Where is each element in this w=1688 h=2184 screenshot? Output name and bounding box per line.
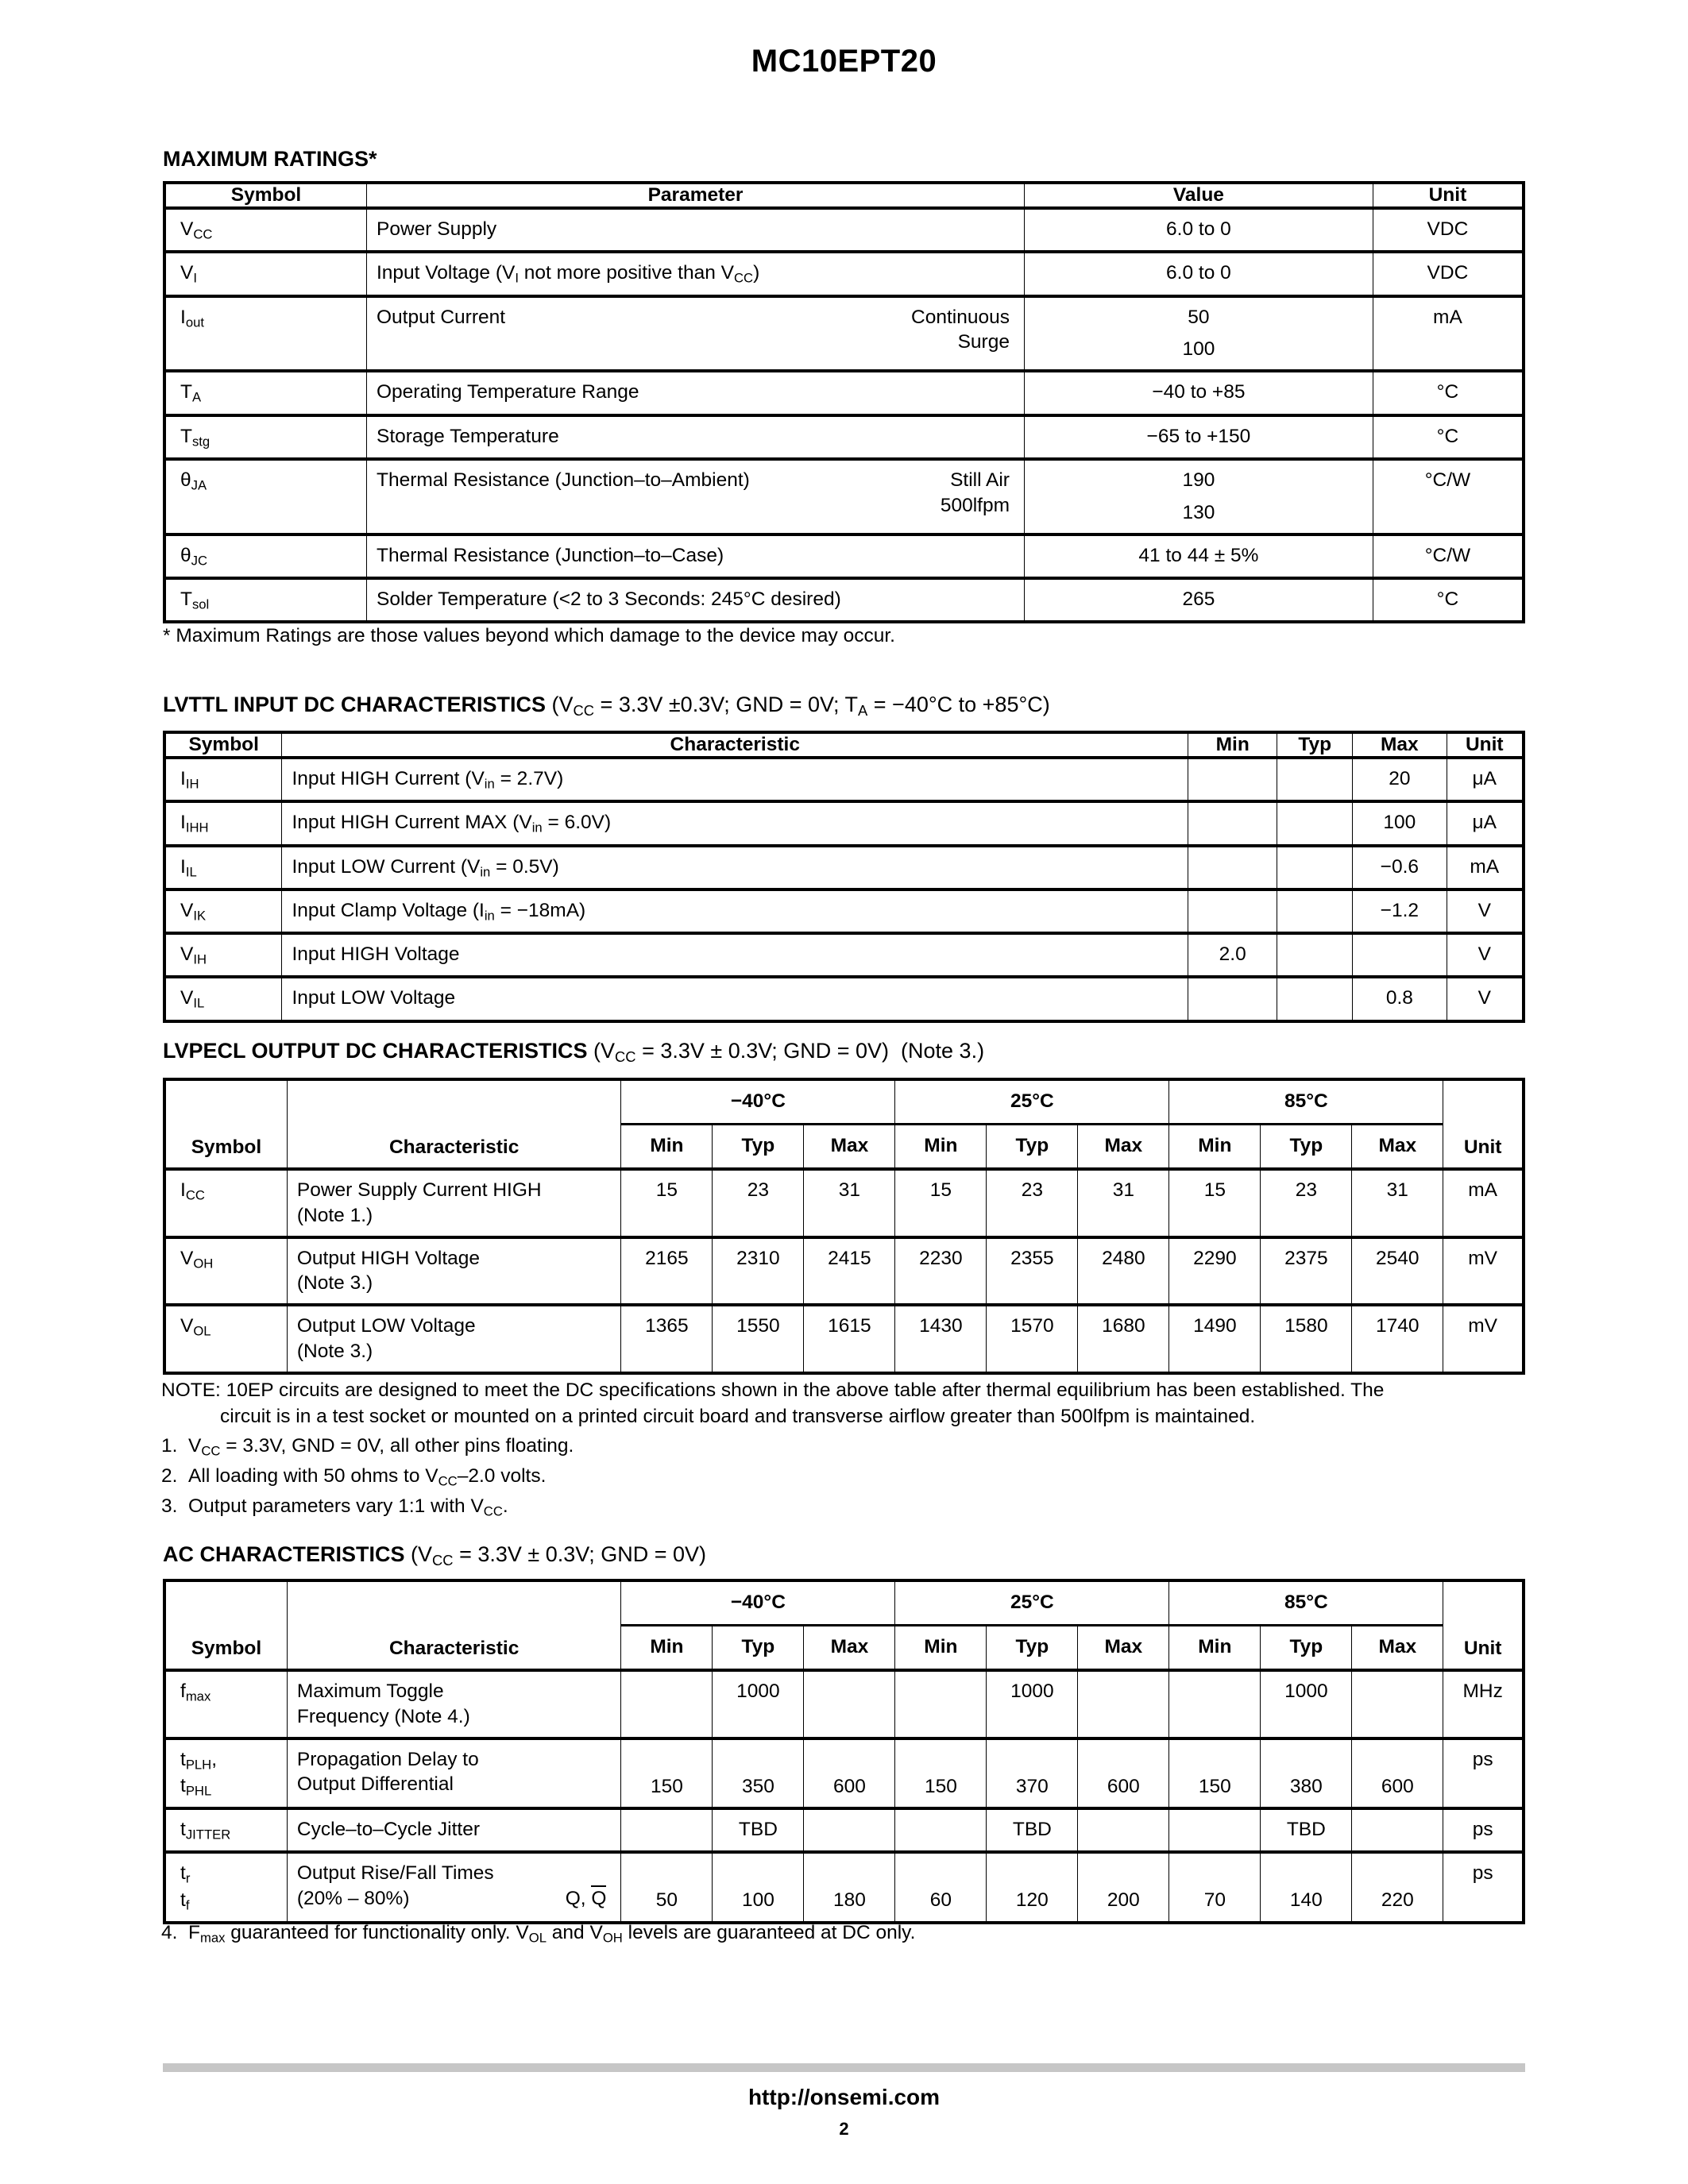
col-header-symbol: Symbol [164, 183, 367, 208]
table-header-row [164, 183, 1524, 208]
row-characteristic-line2: Output Differential [296, 1773, 454, 1796]
col-header-temp-85: 85°C [1169, 1079, 1443, 1124]
row-unit: MHz [1462, 1680, 1503, 1702]
row-unit: ps [1472, 1819, 1493, 1841]
row-value [1169, 1810, 1260, 1824]
row-value: 120 [1015, 1889, 1049, 1912]
row-value: 1580 [1284, 1315, 1328, 1337]
row-value: 1615 [828, 1315, 871, 1337]
row-symbol: $T_{stg}$ [180, 425, 211, 450]
row-value-1: 50 [1188, 306, 1210, 328]
row-value: 6.0 to 0 [1166, 262, 1231, 284]
row-value [1078, 1672, 1168, 1686]
table-header-row [164, 732, 1524, 758]
lvpecl-note-line1: NOTE: 10EP circuits are designed to meet the DC specifications shown in the above table after thermal equilibrium has been established. The [161, 1379, 1385, 1401]
row-symbol: $I_{IL}$ [180, 855, 197, 880]
row-parameter: Input Voltage ($V_I$ not more positive than $V_{CC}$) [377, 262, 760, 286]
row-value: 31 [838, 1179, 861, 1201]
row-symbol: $f_{max}$ [180, 1680, 211, 1704]
col-header-min-85: Min [1169, 1625, 1261, 1669]
col-header-min: Min [1188, 732, 1277, 758]
row-value: 600 [1381, 1775, 1414, 1797]
row-symbol: $V_{IK}$ [180, 899, 207, 924]
row-unit: °C/W [1424, 544, 1471, 566]
row-unit: mA [1470, 855, 1500, 878]
col-header-max: Max [1353, 732, 1447, 758]
row-symbol: $\theta_{JA}$ [180, 469, 207, 493]
row-value: 1490 [1193, 1315, 1237, 1337]
col-header-max-m40: Max [804, 1625, 895, 1669]
row-value-1: 190 [1182, 469, 1215, 491]
row-characteristic: Input HIGH Current MAX $(V_{in} = 6.0V)$ [292, 812, 612, 835]
table-row [164, 578, 1524, 622]
row-unit: °C [1436, 588, 1459, 610]
row-unit: °C/W [1424, 469, 1471, 491]
row-unit: VDC [1427, 262, 1469, 284]
col-header-min-m40: Min [621, 1625, 713, 1669]
col-header-max-25: Max [1078, 1124, 1169, 1168]
row-characteristic: Input Clamp Voltage $(I_{in} = -18mA)$ [292, 899, 586, 924]
row-value: 60 [929, 1889, 952, 1912]
row-symbol: $t_{JITTER}$ [180, 1819, 231, 1843]
row-unit: ps [1472, 1748, 1493, 1770]
table-row [164, 1670, 1524, 1738]
row-value: 1000 [1284, 1680, 1328, 1702]
row-value: 2230 [919, 1247, 963, 1269]
row-value: TBD [1286, 1819, 1326, 1841]
row-unit: °C [1436, 425, 1459, 447]
row-parameter-label: Output Current [377, 306, 506, 328]
lvttl-heading-text: LVTTL INPUT DC CHARACTERISTICS [163, 693, 546, 716]
lvpecl-heading-condition: ($V_{CC} = 3.3V \pm 0.3V$; GND = 0V) (Note 3.) [587, 1039, 985, 1066]
table-row [164, 1169, 1524, 1237]
col-header-typ-85: Typ [1261, 1625, 1352, 1669]
footer-page-number: 2 [839, 2119, 849, 2139]
row-value [804, 1672, 894, 1686]
row-parameter [367, 298, 1024, 363]
row-typ [1277, 803, 1352, 817]
lvpecl-heading-text: LVPECL OUTPUT DC CHARACTERISTICS [163, 1039, 588, 1063]
table-row [164, 252, 1524, 295]
row-value: 50 [655, 1889, 678, 1912]
lvpecl-note-2: 2. All loading with 50 ohms to $V_{CC}-2.0$ volts. [161, 1465, 547, 1489]
row-characteristic [288, 1171, 621, 1236]
row-characteristic-line2-text: (20% – 80%) [296, 1888, 410, 1910]
ac-heading-text: AC CHARACTERISTICS [163, 1542, 405, 1566]
row-max: 20 [1389, 768, 1411, 789]
row-parameter-label: Thermal Resistance (Junction–to–Ambient) [377, 469, 750, 491]
row-value: 2165 [645, 1247, 689, 1269]
lvttl-heading-condition: ($V_{CC} = 3.3V \pm 0.3V$; GND = 0V; $T_A = -40^\circ C$ to +85°C) [546, 693, 1050, 720]
col-header-characteristic: Characteristic [388, 1638, 520, 1659]
row-value: 1000 [736, 1680, 780, 1702]
row-max: −1.2 [1380, 899, 1420, 921]
row-unit: VDC [1427, 218, 1469, 240]
row-value: 1000 [1010, 1680, 1054, 1702]
row-characteristic-line1: Power Supply Current HIGH [296, 1179, 542, 1201]
col-header-symbol: Symbol [191, 1638, 262, 1659]
col-header-parameter: Parameter [367, 183, 1025, 208]
table-row [164, 296, 1524, 372]
ac-heading [163, 1542, 706, 1569]
col-header-typ-m40: Typ [713, 1625, 804, 1669]
row-max [1353, 935, 1446, 949]
row-typ [1277, 978, 1352, 993]
row-characteristic [288, 1854, 621, 1919]
table-row [164, 933, 1524, 977]
row-unit: ps [1472, 1862, 1493, 1885]
max-ratings-heading [163, 147, 377, 172]
row-unit: mA [1433, 306, 1462, 328]
row-value: 23 [1021, 1179, 1043, 1201]
row-value: 1570 [1010, 1315, 1054, 1337]
row-value: 6.0 to 0 [1166, 218, 1231, 240]
table-row [164, 889, 1524, 933]
row-parameter: Thermal Resistance (Junction–to–Case) [377, 544, 724, 566]
row-symbol: $V_{OL}$ [180, 1315, 211, 1339]
row-characteristic [288, 1239, 621, 1304]
row-typ [1277, 759, 1352, 774]
row-value: 23 [1295, 1179, 1317, 1201]
row-value-2: 100 [1182, 338, 1215, 361]
row-characteristic [288, 1672, 621, 1737]
page-title: MC10EPT20 [751, 44, 937, 79]
table-row [164, 1738, 1524, 1809]
lvttl-table [163, 731, 1525, 1023]
row-value: 100 [741, 1889, 774, 1912]
row-characteristic-line1: Maximum Toggle [296, 1680, 444, 1702]
col-header-temp-minus40: −40°C [621, 1580, 895, 1625]
col-header-characteristic: Characteristic [282, 732, 1188, 758]
row-value: 23 [747, 1179, 770, 1201]
row-value: 180 [832, 1889, 866, 1912]
col-header-characteristic: Characteristic [388, 1136, 520, 1158]
row-value: 41 to 44 ± 5% [1138, 544, 1259, 566]
row-value: 2375 [1284, 1247, 1328, 1269]
row-parameter-right-1: Still Air [950, 469, 1010, 491]
row-characteristic-line1: Output LOW Voltage [296, 1315, 476, 1337]
table-row [164, 1808, 1524, 1852]
row-symbol: $t_{PLH}$, $t_{PHL}$ [180, 1748, 218, 1799]
row-value: 370 [1015, 1775, 1049, 1797]
row-value: 2355 [1010, 1247, 1054, 1269]
row-characteristic: Input LOW Voltage [292, 987, 456, 1009]
max-ratings-table [163, 181, 1525, 623]
row-value: 15 [1203, 1179, 1226, 1201]
col-header-max-85: Max [1352, 1625, 1443, 1669]
col-header-unit: Unit [1447, 732, 1524, 758]
row-characteristic [288, 1306, 621, 1372]
col-header-typ-25: Typ [987, 1625, 1078, 1669]
row-parameter: Solder Temperature (<2 to 3 Seconds: 245°C desired) [377, 588, 841, 610]
row-value [1078, 1810, 1168, 1824]
col-header-symbol: Symbol [191, 1136, 262, 1158]
row-value: 2480 [1102, 1247, 1145, 1269]
lvpecl-heading [163, 1039, 984, 1066]
row-value: 265 [1182, 588, 1215, 610]
row-characteristic-line2: (Note 3.) [296, 1272, 373, 1295]
table-row [164, 371, 1524, 415]
table-row [164, 1305, 1524, 1373]
row-unit: V [1477, 987, 1491, 1009]
row-unit: μA [1472, 768, 1497, 789]
row-characteristic [288, 1740, 621, 1805]
row-value: 1740 [1376, 1315, 1420, 1337]
row-value: TBD [1012, 1819, 1052, 1841]
row-value: 200 [1107, 1889, 1140, 1912]
col-header-unit: Unit [1463, 1136, 1502, 1158]
row-parameter: Operating Temperature Range [377, 381, 639, 403]
col-header-max-85: Max [1352, 1124, 1443, 1168]
row-symbol: $I_{out}$ [180, 306, 204, 330]
row-min [1188, 891, 1277, 905]
row-value: TBD [738, 1819, 778, 1841]
ac-table [163, 1579, 1525, 1924]
table-row [164, 208, 1524, 252]
table-row [164, 1237, 1524, 1306]
lvpecl-table [163, 1078, 1525, 1375]
row-value: 2310 [736, 1247, 780, 1269]
col-header-temp-25: 25°C [895, 1079, 1169, 1124]
row-value: 600 [1107, 1775, 1140, 1797]
row-value [1352, 1810, 1443, 1824]
row-unit: μA [1472, 812, 1497, 834]
col-header-typ: Typ [1277, 732, 1353, 758]
row-value: 31 [1386, 1179, 1408, 1201]
row-value [804, 1810, 894, 1824]
row-min [1188, 978, 1277, 993]
row-value: −65 to +150 [1146, 425, 1251, 447]
row-characteristic-line1: Output HIGH Voltage [296, 1247, 481, 1269]
col-header-min-25: Min [895, 1124, 987, 1168]
row-value: 70 [1203, 1889, 1226, 1912]
row-value [621, 1810, 712, 1824]
row-parameter-right-2: Surge [957, 331, 1010, 353]
row-symbol: $t_r$ $t_f$ [180, 1862, 191, 1913]
row-min [1188, 803, 1277, 817]
col-header-temp-85: 85°C [1169, 1580, 1443, 1625]
col-header-max-m40: Max [804, 1124, 895, 1168]
col-header-value: Value [1024, 183, 1373, 208]
table-temp-header-row [164, 1079, 1524, 1124]
row-value: 15 [655, 1179, 678, 1201]
row-unit: mA [1468, 1179, 1498, 1201]
row-typ [1277, 891, 1352, 905]
table-row [164, 977, 1524, 1021]
row-characteristic-line2: (Note 1.) [296, 1204, 373, 1226]
row-value [1352, 1672, 1443, 1686]
row-characteristic-line2 [297, 1886, 612, 1912]
row-parameter-right-1: Continuous [911, 306, 1010, 328]
row-max: −0.6 [1380, 855, 1420, 878]
row-characteristic-line1: Propagation Delay to [296, 1748, 479, 1770]
row-value [1169, 1672, 1260, 1686]
lvpecl-note-3: 3. Output parameters vary 1:1 with $V_{CC}$. [161, 1495, 508, 1519]
col-header-typ-m40: Typ [713, 1124, 804, 1168]
row-characteristic: Cycle–to–Cycle Jitter [296, 1819, 480, 1841]
ac-heading-condition: ($V_{CC} = 3.3V \pm 0.3V$; GND = 0V) [404, 1542, 707, 1569]
row-min [1188, 759, 1277, 774]
max-ratings-footnote: * Maximum Ratings are those values beyond which damage to the device may occur. [163, 625, 895, 646]
max-ratings-heading-text: MAXIMUM RATINGS* [163, 147, 377, 171]
row-characteristic-line2: (Note 3.) [296, 1341, 373, 1363]
row-value: 1430 [919, 1315, 963, 1337]
row-parameter: Power Supply [377, 218, 497, 240]
row-value: −40 to +85 [1152, 381, 1246, 403]
lvpecl-note-1: 1. $V_{CC} = 3.3V$, GND = 0V, all other pins floating. [161, 1435, 574, 1459]
table-row [164, 415, 1524, 459]
col-header-min-m40: Min [621, 1124, 713, 1168]
row-max: 0.8 [1385, 987, 1413, 1009]
col-header-typ-25: Typ [987, 1124, 1078, 1168]
col-header-min-85: Min [1169, 1124, 1261, 1168]
col-header-temp-minus40: −40°C [621, 1079, 895, 1124]
row-value: 140 [1289, 1889, 1323, 1912]
col-header-unit: Unit [1373, 183, 1524, 208]
col-header-unit: Unit [1463, 1638, 1502, 1659]
row-value: 15 [929, 1179, 952, 1201]
row-value [621, 1672, 712, 1686]
row-value: 2415 [828, 1247, 871, 1269]
row-value: 2540 [1376, 1247, 1420, 1269]
table-row [164, 1852, 1524, 1923]
col-header-min-25: Min [895, 1625, 987, 1669]
row-value: 1550 [736, 1315, 780, 1337]
table-row [164, 459, 1524, 534]
row-symbol: $I_{CC}$ [180, 1179, 205, 1203]
row-characteristic-line1: Output Rise/Fall Times [296, 1862, 494, 1885]
row-value: 150 [650, 1775, 683, 1797]
row-symbol: $T_A$ [180, 381, 202, 405]
row-unit: V [1477, 899, 1491, 921]
row-parameter: Storage Temperature [377, 425, 559, 447]
row-value [895, 1810, 986, 1824]
table-row [164, 534, 1524, 578]
lvpecl-note-line2: circuit is in a test socket or mounted on a printed circuit board and transverse airflow greater than 500lfpm is maintained. [220, 1406, 1256, 1427]
col-header-symbol: Symbol [164, 732, 282, 758]
row-parameter [367, 461, 1024, 526]
row-value-2: 130 [1182, 501, 1215, 523]
col-header-temp-25: 25°C [895, 1580, 1169, 1625]
ac-note-4: 4. $F_{max}$ guaranteed for functionality only. $V_{OL}$ and $V_{OH}$ levels are guaranteed at DC only. [161, 1922, 916, 1946]
row-unit: °C [1436, 381, 1459, 403]
row-value [895, 1672, 986, 1686]
row-value: 350 [741, 1775, 774, 1797]
table-temp-header-row [164, 1580, 1524, 1625]
footer-divider [163, 2063, 1525, 2072]
row-max: 100 [1383, 812, 1416, 834]
row-min [1188, 847, 1277, 862]
row-parameter-right-2: 500lfpm [940, 494, 1010, 516]
row-unit: mV [1468, 1247, 1498, 1269]
row-value: 150 [924, 1775, 957, 1797]
row-characteristic: Input LOW Current $(V_{in} = 0.5V)$ [292, 855, 559, 880]
row-value: 1680 [1102, 1315, 1145, 1337]
col-header-typ-85: Typ [1261, 1124, 1352, 1168]
row-typ [1277, 847, 1352, 862]
row-value: 380 [1289, 1775, 1323, 1797]
row-characteristic-right: Q, Q [566, 1886, 612, 1912]
row-characteristic: Input HIGH Voltage [292, 943, 460, 966]
table-row [164, 801, 1524, 845]
row-value: 220 [1381, 1889, 1414, 1912]
row-symbol: $V_{CC}$ [180, 218, 213, 242]
lvttl-heading [163, 693, 1050, 720]
row-min: 2.0 [1219, 943, 1246, 966]
row-value: 1365 [645, 1315, 689, 1337]
col-header-max-25: Max [1078, 1625, 1169, 1669]
table-row [164, 758, 1524, 801]
row-unit: mV [1468, 1315, 1498, 1337]
row-value: 600 [832, 1775, 866, 1797]
row-symbol: $V_I$ [180, 262, 197, 286]
row-symbol: $I_{IHH}$ [180, 812, 209, 835]
row-symbol: $V_{IH}$ [180, 943, 207, 967]
row-typ [1277, 935, 1352, 949]
row-characteristic: Input HIGH Current $(V_{in} = 2.7V)$ [292, 768, 564, 792]
row-unit: V [1477, 943, 1491, 966]
row-value: 31 [1112, 1179, 1134, 1201]
row-value: 2290 [1193, 1247, 1237, 1269]
row-characteristic-line2: Frequency (Note 4.) [296, 1705, 470, 1727]
table-row [164, 846, 1524, 889]
footer-url: http://onsemi.com [747, 2085, 941, 2109]
row-symbol: $V_{IL}$ [180, 987, 205, 1012]
row-symbol: $T_{sol}$ [180, 588, 210, 612]
row-symbol: $V_{OH}$ [180, 1247, 214, 1271]
row-value: 150 [1198, 1775, 1231, 1797]
row-symbol: $\theta_{JC}$ [180, 544, 207, 569]
row-symbol: $I_{IH}$ [180, 768, 199, 792]
